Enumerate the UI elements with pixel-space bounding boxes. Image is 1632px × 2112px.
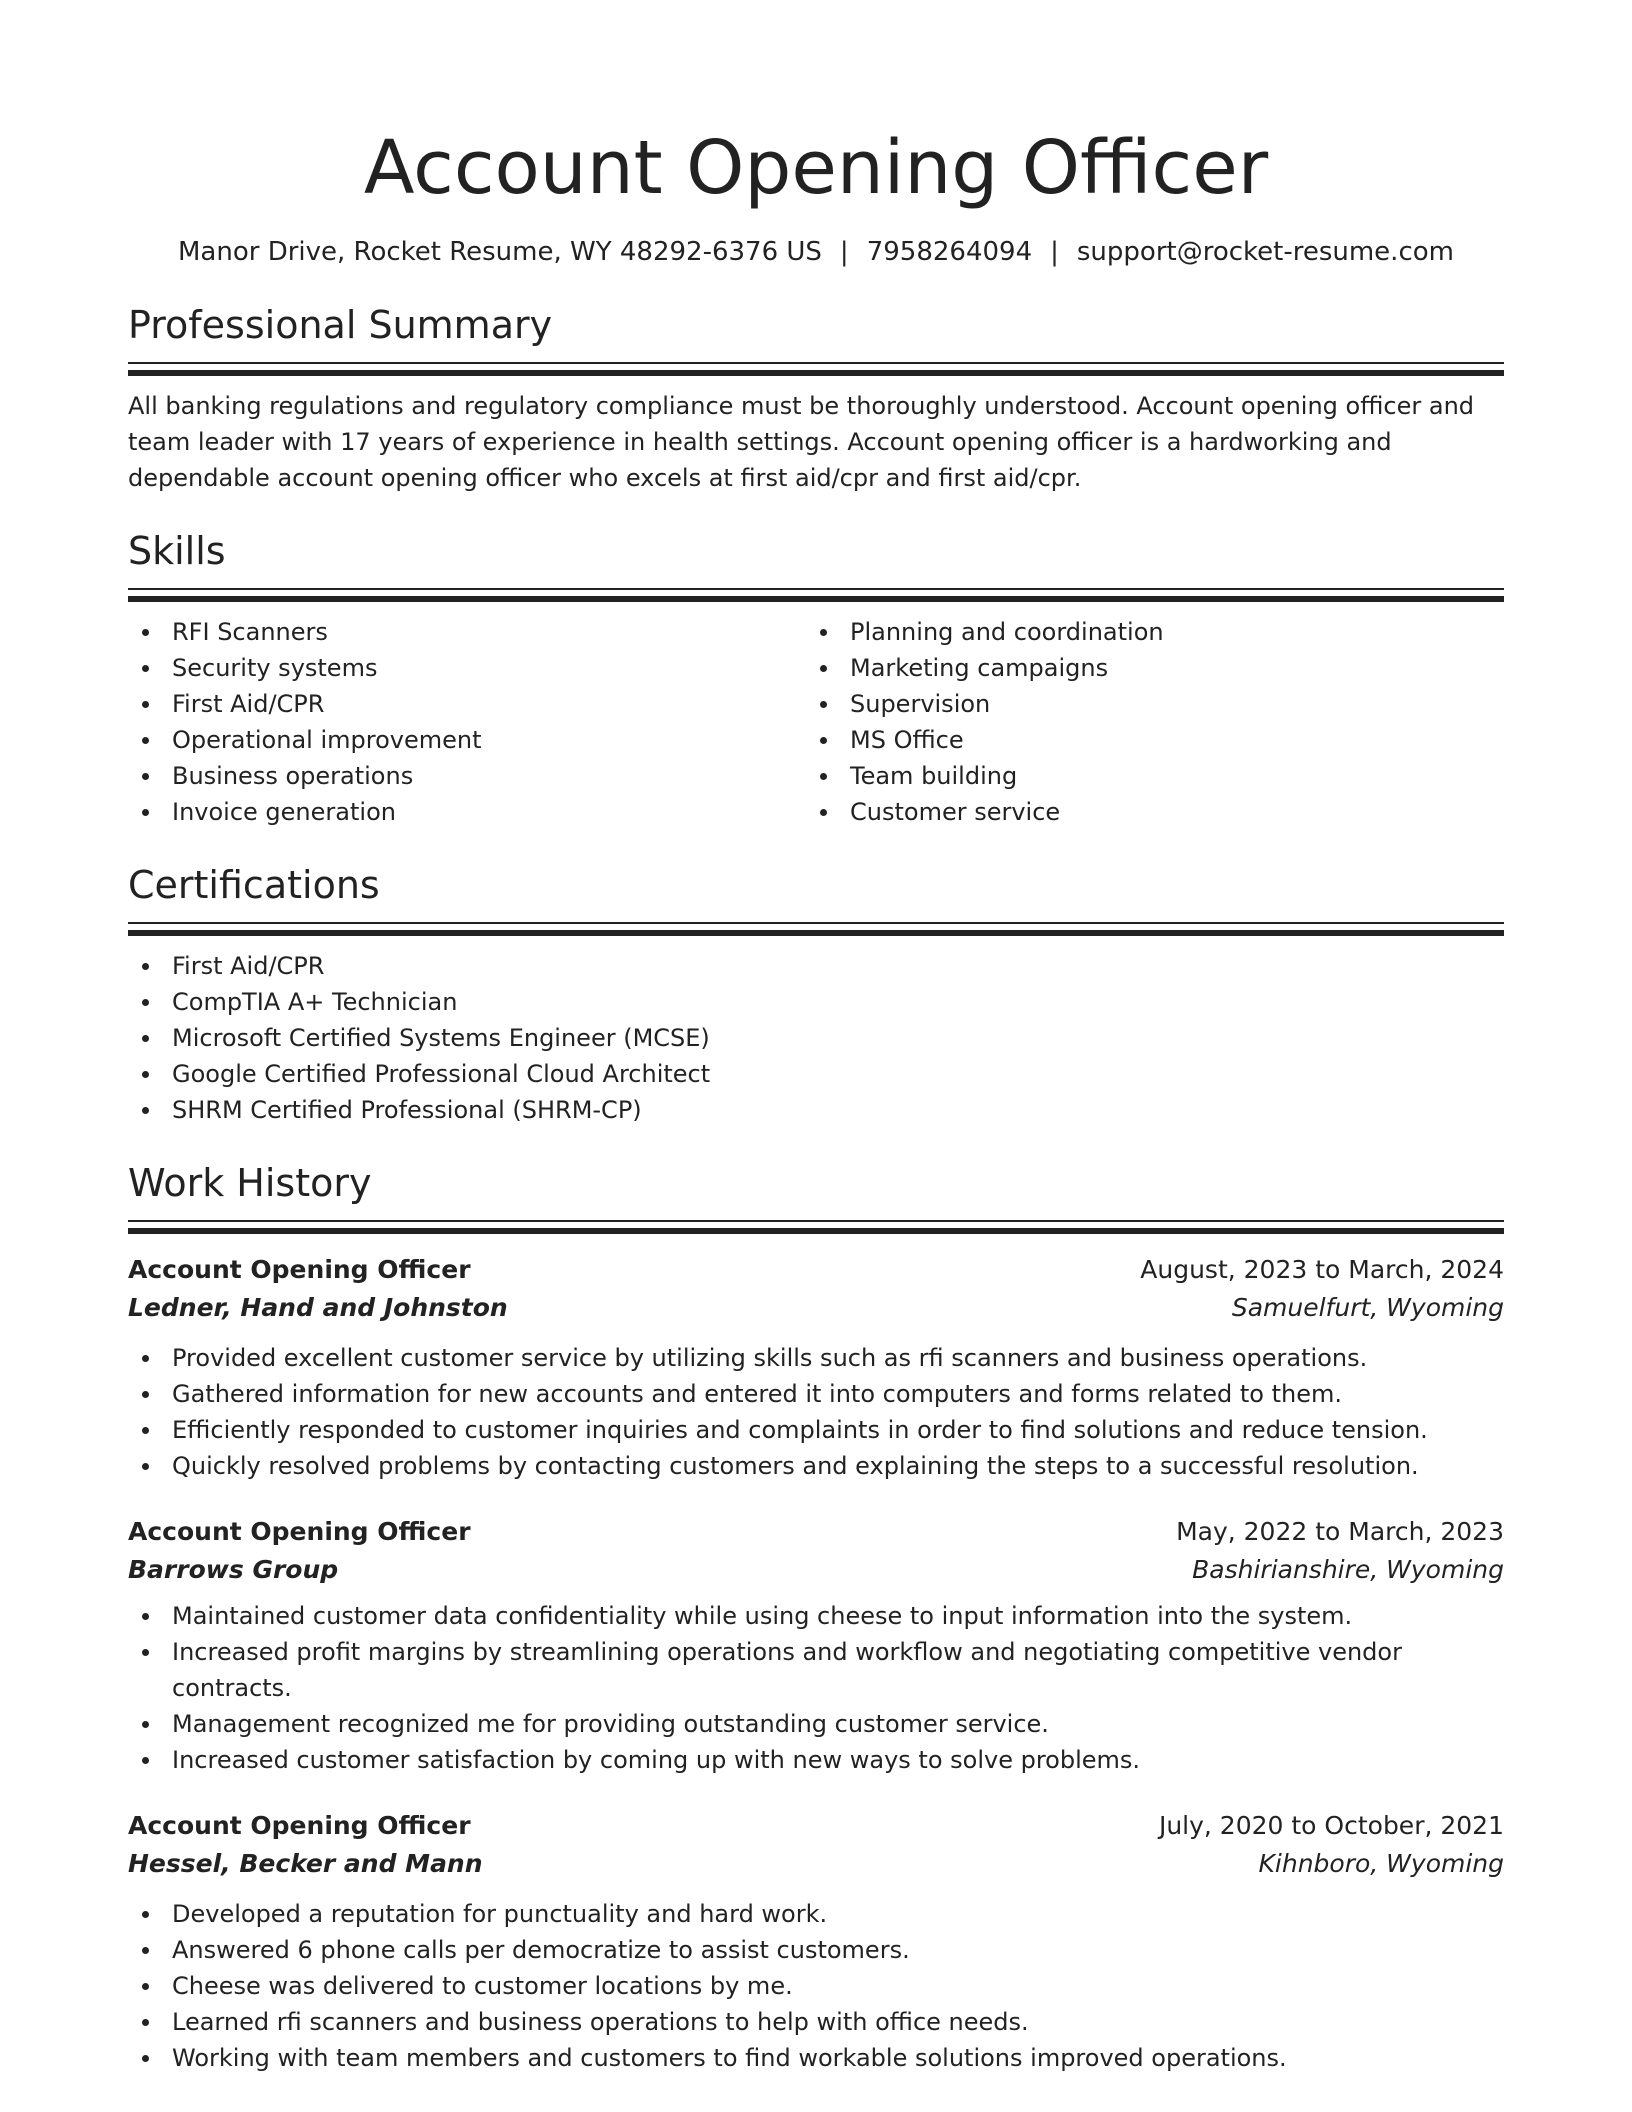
bullet-icon <box>142 2055 149 2062</box>
job-duty-item: Efficiently responded to customer inquiries and complaints in order to find solutions and reduce tension. <box>128 1412 1504 1448</box>
bullet-icon <box>820 737 827 744</box>
skill-item: Operational improvement <box>128 722 806 758</box>
skill-item: Team building <box>806 758 1484 794</box>
skill-item: Customer service <box>806 794 1484 830</box>
bullet-icon <box>142 1947 149 1954</box>
bullet-icon <box>820 629 827 636</box>
skill-item: Planning and coordination <box>806 614 1484 650</box>
job-header <box>128 1252 1504 1288</box>
bullet-icon <box>142 1035 149 1042</box>
skill-item: RFI Scanners <box>128 614 806 650</box>
bullet-icon <box>142 1721 149 1728</box>
section-divider <box>128 588 1504 602</box>
bullet-icon <box>142 1071 149 1078</box>
skill-item: Business operations <box>128 758 806 794</box>
skills-grid <box>128 614 1504 830</box>
candidate-name: Account Opening Officer <box>363 125 1269 211</box>
job-duty-item: Provided excellent customer service by utilizing skills such as rfi scanners and business operations. <box>128 1340 1504 1376</box>
job-duty-item: Working with team members and customers to find workable solutions improved operations. <box>128 2040 1504 2076</box>
job-duty-item: Gathered information for new accounts and entered it into computers and forms related to them. <box>128 1376 1504 1412</box>
bullet-icon <box>142 963 149 970</box>
skill-item: First Aid/CPR <box>128 686 806 722</box>
certification-item: CompTIA A+ Technician <box>128 984 1504 1020</box>
job-duties-list <box>128 1598 1504 1778</box>
job-duties-list <box>128 1896 1504 2076</box>
summary-heading: Professional Summary <box>128 303 553 347</box>
job-duty-item: Increased customer satisfaction by coming up with new ways to solve problems. <box>128 1742 1504 1778</box>
bullet-icon <box>142 665 149 672</box>
bullet-icon <box>142 2019 149 2026</box>
job-entry <box>128 1808 1504 2076</box>
job-company: Hessel, Becker and Mann <box>128 1849 483 1878</box>
summary-text: All banking regulations and regulatory compliance must be thoroughly understood. Account opening officer and team leader with 17 years of experience in health settings. Account opening officer is a hardworking and dependable account opening officer who excels at first aid/cpr and first aid/cpr. <box>128 392 1475 492</box>
contact-line <box>128 234 1504 270</box>
job-entry <box>128 1252 1504 1484</box>
bullet-icon <box>142 1355 149 1362</box>
contact-address: Manor Drive, Rocket Resume, WY 48292-6376 US <box>178 237 822 267</box>
bullet-icon <box>142 999 149 1006</box>
bullet-icon <box>142 1983 149 1990</box>
certification-item: Microsoft Certified Systems Engineer (MCSE) <box>128 1020 1504 1056</box>
bullet-icon <box>142 1107 149 1114</box>
skill-item: Supervision <box>806 686 1484 722</box>
job-header <box>128 1808 1504 1844</box>
bullet-icon <box>142 701 149 708</box>
skills-heading: Skills <box>128 529 226 573</box>
resume-page <box>128 118 1504 2076</box>
job-duty-item: Management recognized me for providing outstanding customer service. <box>128 1706 1504 1742</box>
job-duties-list <box>128 1340 1504 1484</box>
bullet-icon <box>820 773 827 780</box>
job-title: Account Opening Officer <box>128 1517 471 1546</box>
summary-section <box>128 300 1504 496</box>
job-subheader <box>128 1844 1504 1884</box>
job-duty-item: Answered 6 phone calls per democratize to assist customers. <box>128 1932 1504 1968</box>
job-company: Barrows Group <box>128 1555 339 1584</box>
contact-separator: | <box>839 237 849 267</box>
bullet-icon <box>142 629 149 636</box>
bullet-icon <box>820 701 827 708</box>
bullet-icon <box>142 1757 149 1764</box>
job-company: Ledner, Hand and Johnston <box>128 1293 508 1322</box>
bullet-icon <box>142 737 149 744</box>
skills-right-list <box>806 614 1484 830</box>
certifications-list <box>128 948 1504 1128</box>
skill-item: Invoice generation <box>128 794 806 830</box>
job-dates: August, 2023 to March, 2024 <box>1140 1255 1504 1284</box>
bullet-icon <box>820 809 827 816</box>
bullet-icon <box>142 1427 149 1434</box>
job-location: Kihnboro, Wyoming <box>1258 1849 1504 1878</box>
job-header <box>128 1514 1504 1550</box>
skills-left-list <box>128 614 806 830</box>
contact-separator: | <box>1050 237 1059 267</box>
contact-phone: 7958264094 <box>866 237 1033 267</box>
job-duty-item: Quickly resolved problems by contacting customers and explaining the steps to a successful resolution. <box>128 1448 1504 1484</box>
job-location: Bashirianshire, Wyoming <box>1192 1555 1504 1584</box>
certification-item: SHRM Certified Professional (SHRM-CP) <box>128 1092 1504 1128</box>
skill-item: MS Office <box>806 722 1484 758</box>
certification-item: Google Certified Professional Cloud Architect <box>128 1056 1504 1092</box>
job-location: Samuelfurt, Wyoming <box>1231 1293 1504 1322</box>
skill-item: Security systems <box>128 650 806 686</box>
bullet-icon <box>820 665 827 672</box>
bullet-icon <box>142 1613 149 1620</box>
certifications-section <box>128 860 1504 1128</box>
work-history-heading: Work History <box>128 1161 372 1205</box>
job-duty-item: Cheese was delivered to customer locations by me. <box>128 1968 1504 2004</box>
section-divider <box>128 1220 1504 1234</box>
bullet-icon <box>142 1911 149 1918</box>
skills-section <box>128 526 1504 830</box>
section-divider <box>128 362 1504 376</box>
job-dates: May, 2022 to March, 2023 <box>1176 1517 1504 1546</box>
bullet-icon <box>142 1391 149 1398</box>
contact-email: support@rocket-resume.com <box>1076 237 1454 267</box>
section-divider <box>128 922 1504 936</box>
job-title: Account Opening Officer <box>128 1255 471 1284</box>
skill-item: Marketing campaigns <box>806 650 1484 686</box>
job-dates: July, 2020 to October, 2021 <box>1158 1811 1504 1840</box>
certifications-heading: Certifications <box>128 863 380 907</box>
work-history-section <box>128 1158 1504 2076</box>
job-duty-item: Increased profit margins by streamlining operations and workflow and negotiating competitive vendor contracts. <box>128 1634 1504 1706</box>
bullet-icon <box>142 809 149 816</box>
certification-item: First Aid/CPR <box>128 948 1504 984</box>
job-duty-item: Learned rfi scanners and business operations to help with office needs. <box>128 2004 1504 2040</box>
bullet-icon <box>142 1649 149 1656</box>
job-entry <box>128 1514 1504 1778</box>
job-subheader <box>128 1550 1504 1590</box>
job-title: Account Opening Officer <box>128 1811 471 1840</box>
bullet-icon <box>142 773 149 780</box>
bullet-icon <box>142 1463 149 1470</box>
job-subheader <box>128 1288 1504 1328</box>
job-duty-item: Maintained customer data confidentiality while using cheese to input information into the system. <box>128 1598 1504 1634</box>
job-duty-item: Developed a reputation for punctuality and hard work. <box>128 1896 1504 1932</box>
